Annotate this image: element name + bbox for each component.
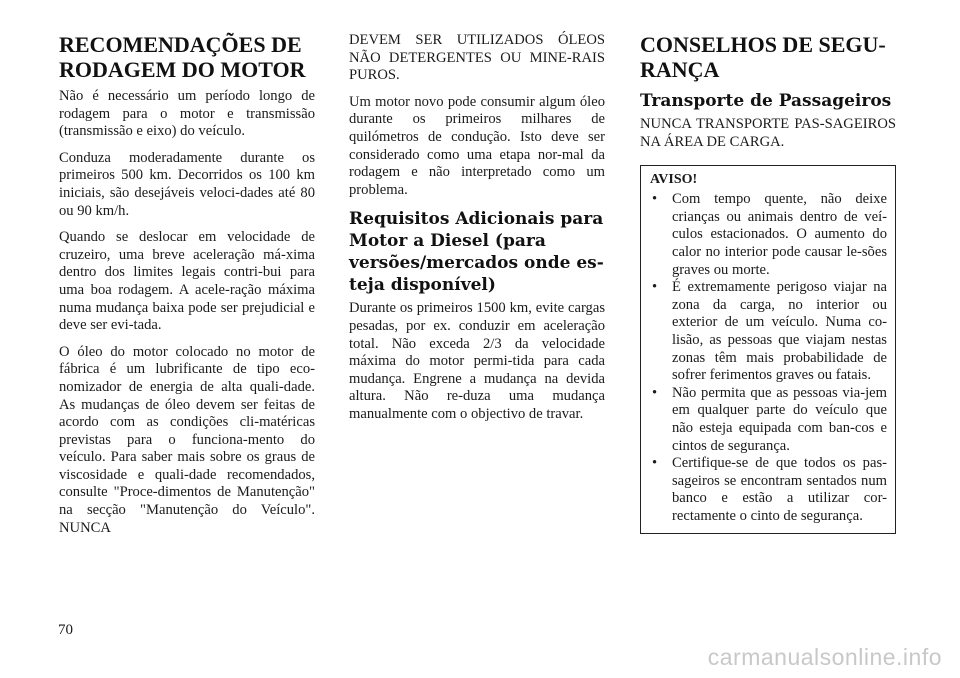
subheading-passenger-transport: Transporte de Passageiros xyxy=(640,91,892,111)
warning-item-text: É extremamente perigoso viajar na zona da carga, no interior ou exterior de um veículo. Numa co-lisão, as pessoas que viajam nestas zonas têm mais probabilidade de sofrer ferimentos graves ou fatais. xyxy=(672,279,887,384)
subheading-diesel-requirements: Requisitos Adicionais para Motor a Diesel (para versões/mercados onde es-teja disponível) xyxy=(349,209,604,296)
column-1 xyxy=(59,32,315,546)
warning-item-text: Certifique-se de que todos os pas-sageiros se encontram sentados num banco e estão a utilizar cor-rectamente o cinto de segurança. xyxy=(672,455,887,524)
paragraph: O óleo do motor colocado no motor de fábrica é um lubrificante de tipo eco-nomizador de energia de alta quali-dade. As mudanças de óleo devem ser feitas de acordo com as condições cli-matéricas previstas para o funciona-mento do veículo. Para saber mais sobre os graus de viscosidade e quali-dade recomendados, consulte "Proce-dimentos de Manutenção" na secção "Manutenção do Veículo". NUNCA xyxy=(59,343,315,536)
warning-item xyxy=(650,385,887,455)
paragraph: Não é necessário um período longo de rodagem para o motor e transmissão (transmissão e eixo) do veículo. xyxy=(59,88,315,140)
warning-item-text: Com tempo quente, não deixe crianças ou animais dentro de veí-culos estacionados. O aumento do calor no interior pode causar le-sões graves ou morte. xyxy=(672,191,887,278)
warning-box xyxy=(640,165,896,534)
column-3 xyxy=(640,32,896,534)
bullet-icon: • xyxy=(652,455,658,472)
caps-notice: NUNCA TRANSPORTE PAS-SAGEIROS NA ÁREA DE CARGA. xyxy=(640,116,896,150)
warning-item xyxy=(650,455,887,525)
column-2 xyxy=(349,32,605,433)
warning-title: AVISO! xyxy=(650,172,698,188)
warning-item-text: Não permita que as pessoas via-jem em qualquer parte do veículo que não esteja equipada com ban-cos e cintos de segurança. xyxy=(672,384,887,454)
warning-list xyxy=(650,191,887,525)
paragraph: Conduza moderadamente durante os primeiros 500 km. Decorridos os 100 km iniciais, são desejáveis veloci-dades até 80 ou 90 km/h. xyxy=(59,149,315,219)
paragraph: Um motor novo pode consumir algum óleo durante os primeiros milhares de quilómetros de condução. Isto deve ser considerado como uma etapa nor-mal da rodagem e não interpretado como um problema. xyxy=(349,93,605,198)
paragraph: DEVEM SER UTILIZADOS ÓLEOS NÃO DETERGENTES OU MINE-RAIS PUROS. xyxy=(349,32,605,84)
bullet-icon: • xyxy=(652,191,658,208)
paragraph: Quando se deslocar em velocidade de cruzeiro, uma breve aceleração má-xima dentro dos limites legais contri-bui para uma boa rodagem. A acele-ração máxima numa mudança baixa pode ser prejudicial e deve ser evi-tada. xyxy=(59,229,315,334)
section-heading-break-in: RECOMENDAÇÕES DE RODAGEM DO MOTOR xyxy=(59,32,306,82)
warning-item xyxy=(650,191,887,279)
paragraph: Durante os primeiros 1500 km, evite cargas pesadas, por ex. conduzir em aceleração total. Não exceda 2/3 da velocidade máxima do motor permi-tida para cada mudança. Engrene a mudança na devida altura. Não re-duza uma mudança manualmente com o objectivo de travar. xyxy=(349,300,605,422)
warning-item xyxy=(650,279,887,385)
watermark: carmanualsonline.info xyxy=(707,644,942,670)
bullet-icon: • xyxy=(652,279,658,296)
page-number: 70 xyxy=(58,622,73,638)
bullet-icon: • xyxy=(652,384,658,401)
section-heading-safety-tips: CONSELHOS DE SEGU-RANÇA xyxy=(640,32,886,82)
